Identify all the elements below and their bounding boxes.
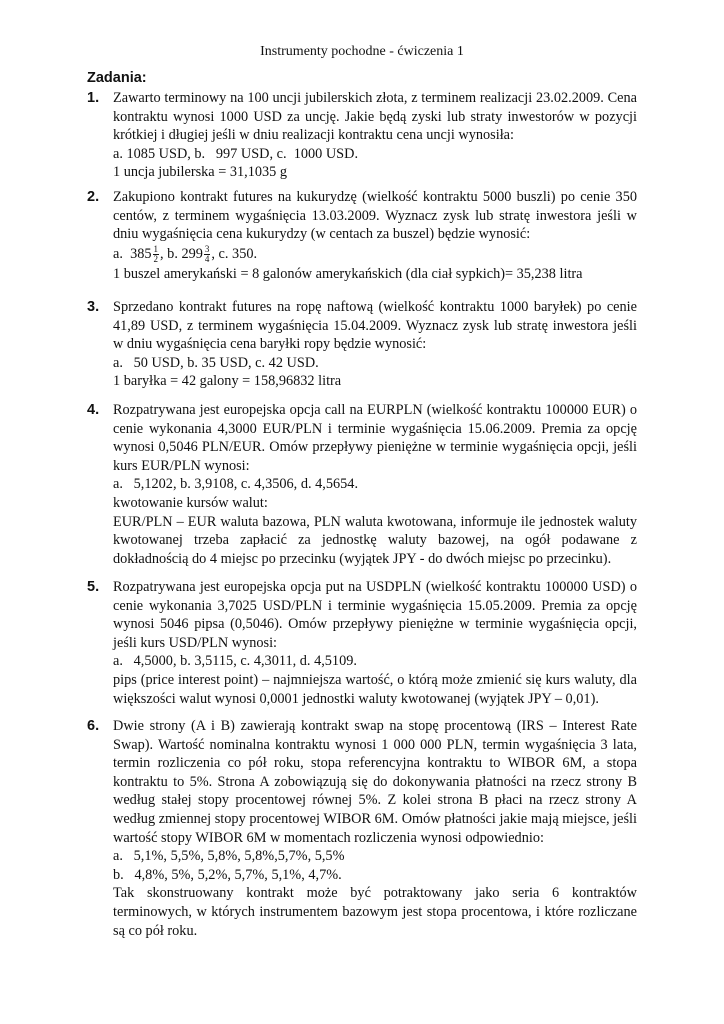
- task-number: 5.: [87, 579, 100, 595]
- task-text: Rozpatrywana jest europejska opcja call na EURPLN (wielkość kontraktu 100000 EUR) o cenie wykonania 4,3000 EUR/PLN i terminie wygaśnięcia 15.06.2009. Premia za opcję wynosi 0,5046 PLN/EUR. Omów przepływy pieniężne w terminie wygaśnięcia opcji, jeśli kurs EUR/PLN wynosi:: [113, 402, 637, 474]
- task-1: [87, 89, 637, 182]
- task-number: 3.: [87, 299, 100, 315]
- task-text: Rozpatrywana jest europejska opcja put na USDPLN (wielkość kontraktu 100000 USD) o cenie wykonania 3,7025 USD/PLN i terminie wygaśnięcia 15.05.2009. Premia za opcję wynosi 5046 pipsa (0,5046). Omów przepływy pieniężne w terminie wygaśnięcia opcji, jeśli kurs USD/PLN wynosi:: [113, 579, 637, 651]
- task-note-title: kwotowanie kursów walut:: [113, 494, 268, 511]
- task-options: a. 50 USD, b. 35 USD, c. 42 USD.: [113, 354, 319, 371]
- fraction-one-half: $\frac{1}{2}$: [153, 244, 159, 264]
- task-note: EUR/PLN – EUR waluta bazowa, PLN waluta kwotowana, informuje ile jednostek waluty kwotowanej trzeba zapłacić za jednostkę waluty bazowej, na ogół podawane z dokładnością do 4 miejsc po przecinku (wyjątek JPY - do dwóch miejsc po przecinku).: [113, 513, 637, 567]
- option-b: , b. 299: [160, 245, 203, 262]
- task-options: [113, 245, 637, 264]
- section-heading: Zadania:: [87, 70, 147, 86]
- task-note: 1 uncja jubilerska = 31,1035 g: [113, 164, 288, 181]
- task-options: a. 1085 USD, b. 997 USD, c. 1000 USD.: [113, 145, 359, 162]
- task-text: Zawarto terminowy na 100 uncji jubilerskich złota, z terminem realizacji 23.02.2009. Cena kontraktu wynosi 1000 USD za uncję. Jakie będą zyski lub straty inwestorów w pozycji krótkiej i długiej jeśli w dniu realizacji kontraktu cena uncji wynosiła:: [113, 90, 637, 144]
- task-options: a. 5,1202, b. 3,9108, c. 4,3506, d. 4,5654.: [113, 476, 359, 493]
- task-option-a: a. 5,1%, 5,5%, 5,8%, 5,8%,5,7%, 5,5%: [113, 848, 345, 865]
- task-number: 2.: [87, 189, 100, 205]
- task-text: Dwie strony (A i B) zawierają kontrakt swap na stopę procentową (IRS – Interest Rate Swap). Wartość nominalna kontraktu wynosi 1 000 000 PLN, termin wygaśnięcia 3 lata, termin rozliczenia co pół roku, stopa referencyjna kontraktu to WIBOR 6M, a stopa kontraktu to 5%. Strona A zobowiązują się do dokonywania płatności na rzecz strony B według stałej stopy procentowej równej 5%. Z kolei strona B płaci na rzecz strony A według zmiennej stopy procentowej WIBOR 6M. Omów płatności jakie mają miejsce, jeśli wartość stopy WIBOR 6M w momentach rozliczenia wynosi odpowiednio:: [113, 718, 637, 846]
- task-number: 1.: [87, 90, 100, 106]
- task-5: [87, 578, 637, 708]
- task-6: [87, 717, 637, 940]
- task-text: Zakupiono kontrakt futures na kukurydzę (wielkość kontraktu 5000 buszli) po cenie 350 centów, z terminem wygaśnięcia 13.03.2009. Wyznacz zysk lub stratę inwestora jeśli w dniu wygaśnięcia cena kukurydzy (w centach za buszel) będzie wynosić:: [113, 189, 637, 243]
- task-number: 6.: [87, 718, 100, 734]
- task-note: 1 buszel amerykański = 8 galonów amerykańskich (dla ciał sypkich)= 35,238 litra: [113, 266, 583, 282]
- option-a: a. 385: [113, 245, 152, 262]
- task-text: Sprzedano kontrakt futures na ropę naftową (wielkość kontraktu 1000 baryłek) po cenie 41,89 USD, z terminem wygaśnięcia 15.04.2009. Wyznacz zysk lub stratę inwestora jeśli w dniu wygaśnięcia cena baryłki ropy będzie wynosić:: [113, 299, 637, 353]
- task-options: a. 4,5000, b. 3,5115, c. 4,3011, d. 4,5109.: [113, 653, 357, 670]
- task-note: Tak skonstruowany kontrakt może być potraktowany jako seria 6 kontraktów terminowych, w których instrumentem bazowym jest stopa procentowa, i które rozliczane są co pół roku.: [113, 885, 637, 939]
- task-4: [87, 401, 637, 568]
- option-c: , c. 350.: [211, 245, 258, 262]
- task-option-b: b. 4,8%, 5%, 5,2%, 5,7%, 5,1%, 4,7%.: [113, 866, 342, 883]
- fraction-three-quarters: $\frac{3}{4}$: [204, 244, 210, 264]
- task-number: 4.: [87, 402, 100, 418]
- document-title: Instrumenty pochodne - ćwiczenia 1: [260, 44, 464, 59]
- task-3: [87, 298, 637, 391]
- task-2: [87, 188, 637, 284]
- task-note: pips (price interest point) – najmniejsza wartość, o którą może zmienić się kurs waluty, dla większości walut wynosi 0,0001 jednostki waluty kwotowanej (wyjątek JPY – 0,01).: [113, 671, 637, 707]
- task-note: 1 baryłka = 42 galony = 158,96832 litra: [113, 373, 342, 390]
